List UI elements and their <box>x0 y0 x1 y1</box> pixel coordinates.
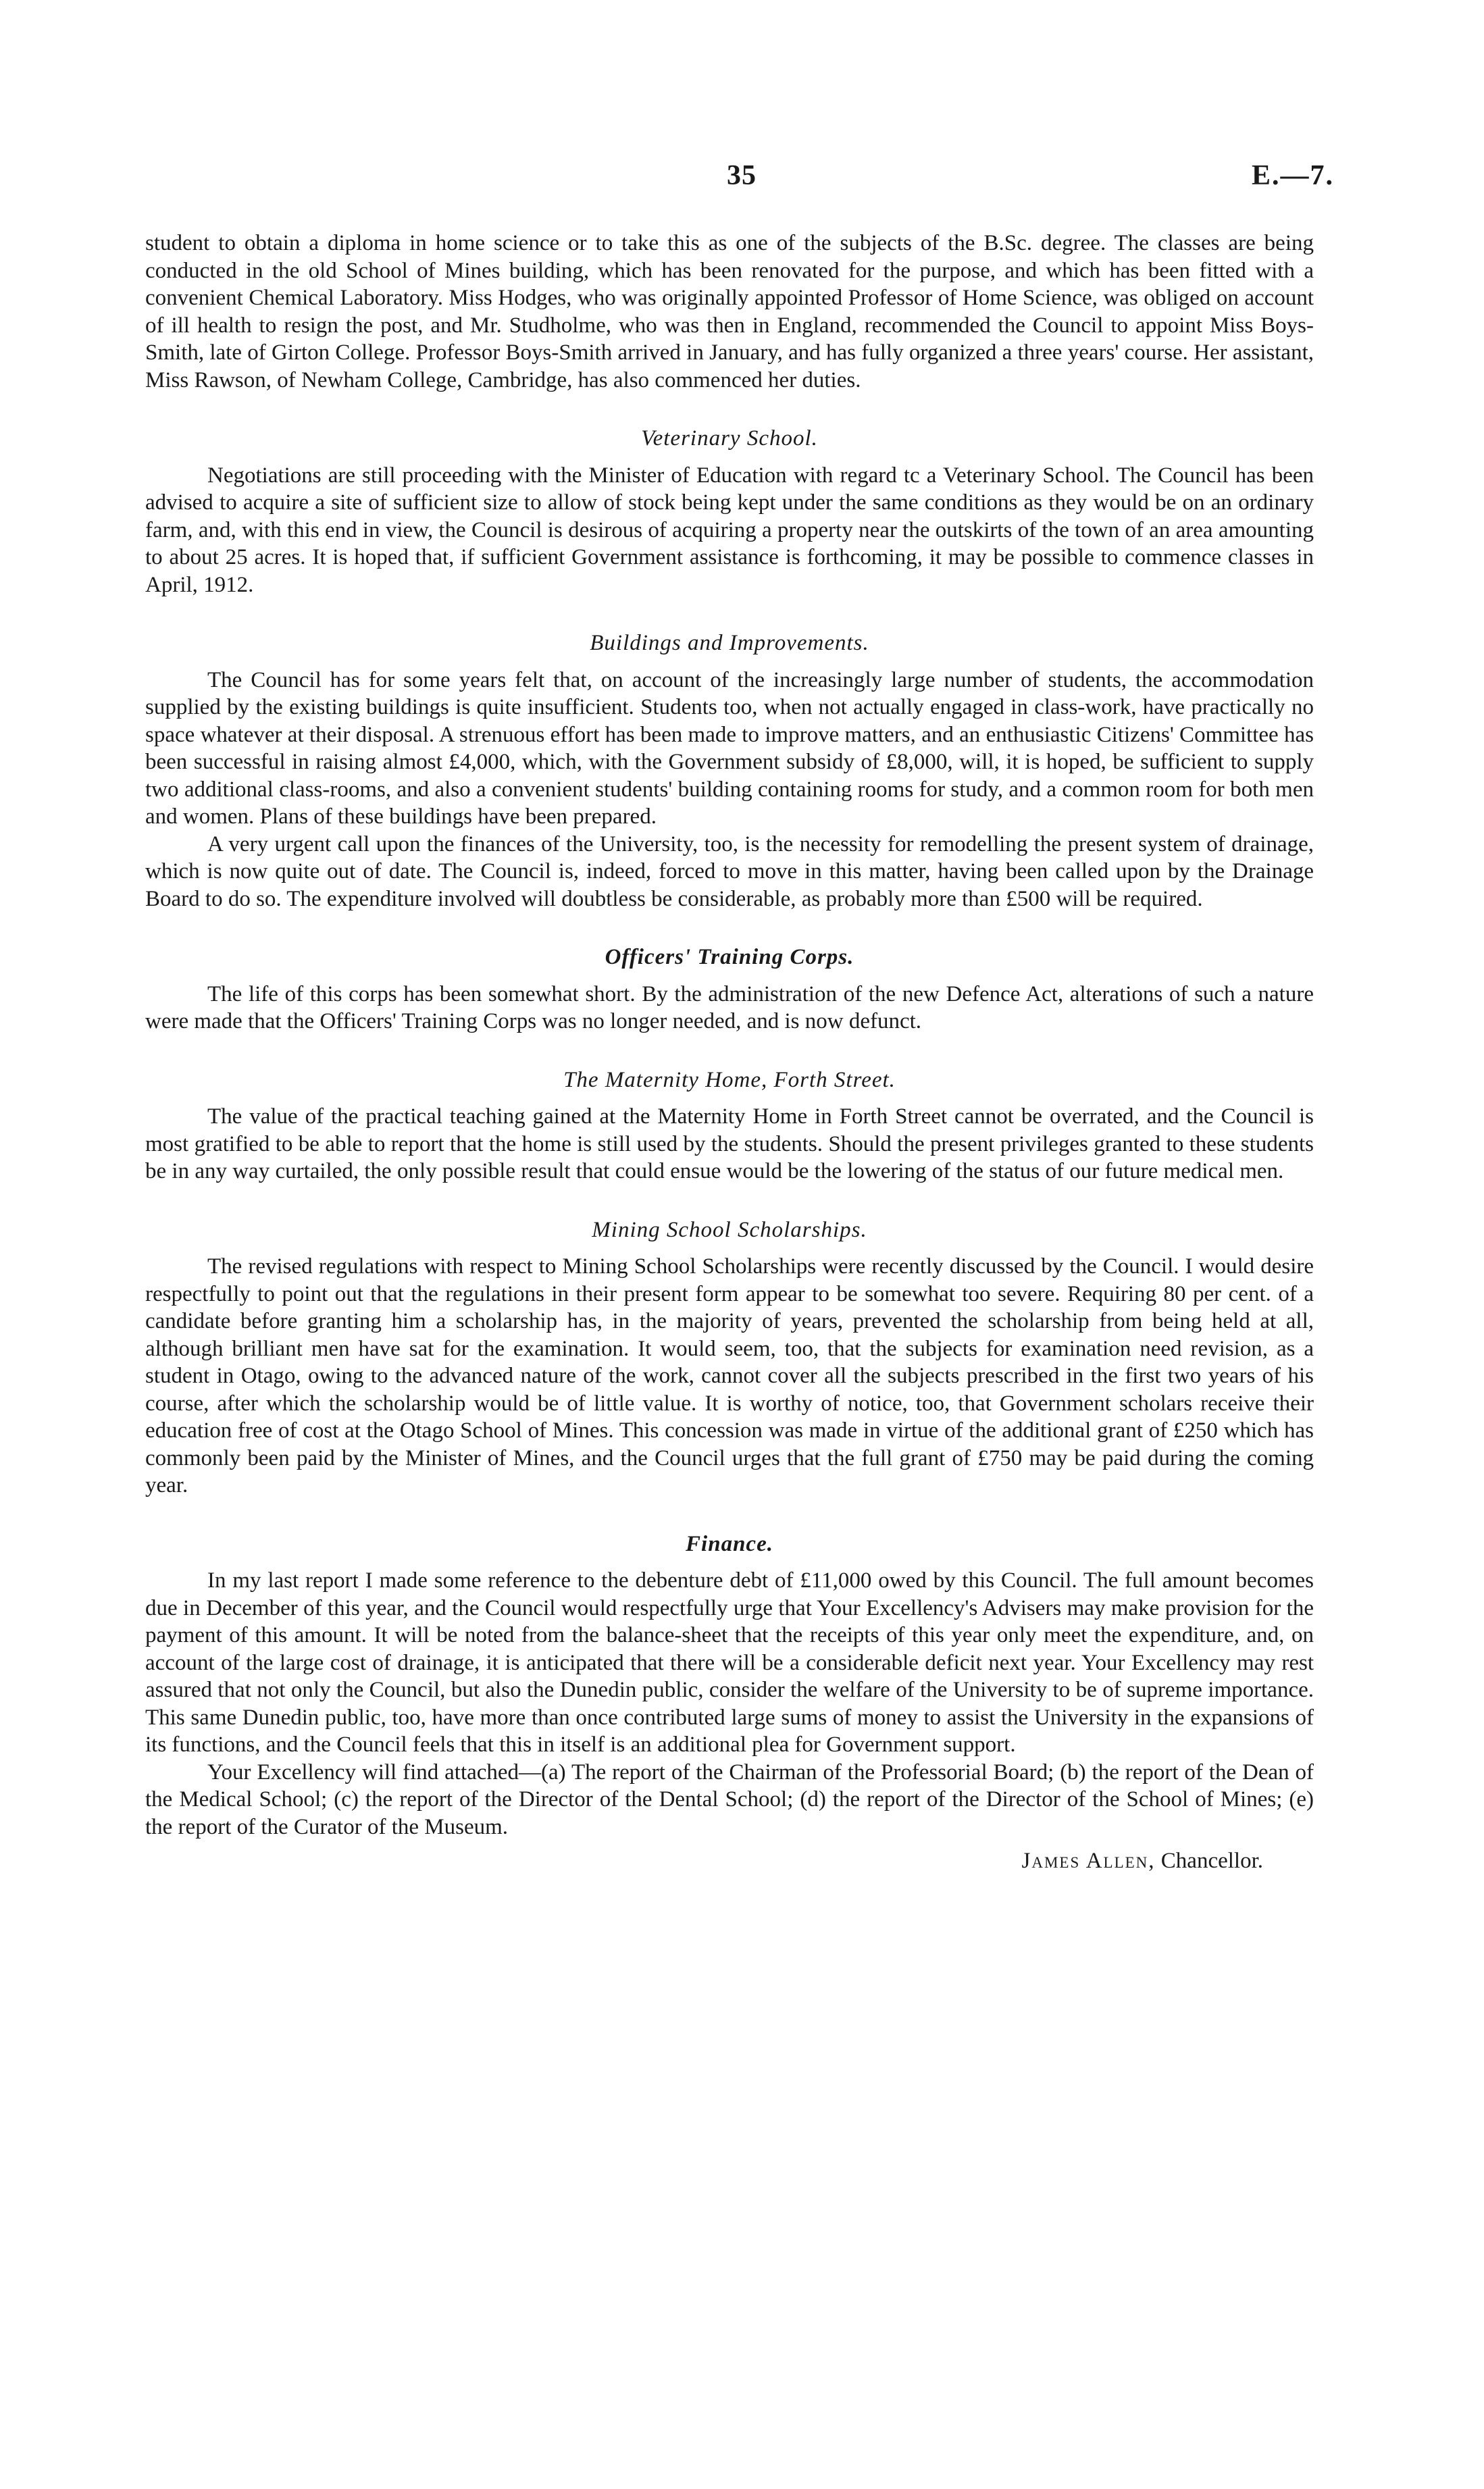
section-heading-finance: Finance. <box>686 1531 773 1556</box>
paragraph-buildings-1: The Council has for some years felt that, on account of the increasingly large number of students, the accommodation supplied by the existing buildings is quite insufficient. Students too, when not actually engaged in class-work, have practically no space whatever at their disposal. A strenuous effort has been made to improve matters, and an enthusiastic Citizens' Committee has been successful in raising almost £4,000, which, with the Government subsidy of £8,000, will, it is hoped, be sufficient to supply two additional class-rooms, and also a convenient students' building containing rooms for study, and a common room for both men and women. Plans of these buildings have been prepared. <box>145 667 1314 829</box>
section-heading-mining-scholarships: Mining School Scholarships. <box>592 1217 867 1242</box>
document-body <box>145 230 1314 1875</box>
signatory-title: Chancellor. <box>1160 1849 1263 1873</box>
section-heading-maternity-home: The Maternity Home, Forth Street. <box>563 1067 896 1092</box>
signatory-name: James Allen, <box>1021 1849 1156 1873</box>
paragraph-buildings-2: A very urgent call upon the finances of the University, too, is the necessity for remodelling the present system of drainage, which is now quite out of date. The Council is, indeed, forced to move in this matter, having been called upon by the Drainage Board to do so. The expenditure involved will doubtless be considerable, as probably more than £500 will be required. <box>145 831 1314 911</box>
page-number: 35 <box>727 160 757 191</box>
paragraph-finance-1: In my last report I made some reference to the debenture debt of £11,000 owed by this Council. The full amount becomes due in December of this year, and the Council would respectfully urge that Your Excellency's Advisers may make provision for the payment of this amount. It will be noted from the balance-sheet that the receipts of this year only meet the expenditure, and, on account of the large cost of drainage, it is anticipated that there will be a considerable deficit next year. Your Excellency may rest assured that not only the Council, but also the Dunedin public, consider the welfare of the University to be of supreme importance. This same Dunedin public, too, have more than once contributed large sums of money to assist the University in the expansions of its functions, and the Council feels that this in itself is an additional plea for Government support. <box>145 1568 1314 1757</box>
paragraph-veterinary-school: Negotiations are still proceeding with the Minister of Education with regard tc a Veterinary School. The Council has been advised to acquire a site of sufficient size to allow of stock being kept under the same conditions as they would be on an ordinary farm, and, with this end in view, the Council is desirous of acquiring a property near the outskirts of the town of an area amounting to about 25 acres. It is hoped that, if sufficient Government assistance is forthcoming, it may be possible to commence classes in April, 1912. <box>145 463 1314 597</box>
opening-paragraph: student to obtain a diploma in home science or to take this as one of the subjects of the B.Sc. degree. The classes are being conducted in the old School of Mines building, which has been renovated for the purpose, and which has been fitted with a convenient Chemical Laboratory. Miss Hodges, who was originally appointed Professor of Home Science, was obliged on account of ill health to resign the post, and Mr. Studholme, who was then in England, recommended the Council to appoint Miss Boys-Smith, late of Girton College. Professor Boys-Smith arrived in January, and has fully organized a three years' course. Her assistant, Miss Rawson, of Newham College, Cambridge, has also commenced her duties. <box>145 231 1314 392</box>
document-code: E.—7. <box>1251 160 1334 191</box>
paragraph-maternity-home: The value of the practical teaching gained at the Maternity Home in Forth Street cannot be overrated, and the Council is most gratified to be able to report that the home is still used by the students. Should the present privileges granted to these students be in any way curtailed, the only possible result that could ensue would be the lowering of the status of our future medical men. <box>145 1104 1314 1183</box>
signature <box>145 1847 1314 1875</box>
paragraph-mining-scholarships: The revised regulations with respect to Mining School Scholarships were recently discussed by the Council. I would desire respectfully to point out that the regulations in their present form appear to be somewhat too severe. Requiring 80 per cent. of a candidate before granting him a scholarship has, in the majority of years, prevented the scholarship from being held at all, although brilliant men have sat for the examination. It would seem, too, that the subjects for examination need revision, as a student in Otago, owing to the advanced nature of the work, cannot cover all the subjects prescribed in the first two years of his course, after which the scholarship would be of little value. It is worthy of notice, too, that Government scholars receive their education free of cost at the Otago School of Mines. This concession was made in virtue of the additional grant of £250 which has commonly been paid by the Minister of Mines, and the Council urges that the full grant of £750 may be paid during the coming year. <box>145 1254 1314 1497</box>
section-heading-officers-training-corps: Officers' Training Corps. <box>605 945 854 969</box>
section-heading-buildings-improvements: Buildings and Improvements. <box>590 631 869 655</box>
paragraph-finance-2: Your Excellency will find attached—(a) The report of the Chairman of the Professorial Board; (b) the report of the Dean of the Medical School; (c) the report of the Director of the Dental School; (d) the report of the Director of the School of Mines; (e) the report of the Curator of the Museum. <box>145 1760 1314 1839</box>
section-heading-veterinary-school: Veterinary School. <box>641 426 818 451</box>
paragraph-officers-training-corps: The life of this corps has been somewhat short. By the administration of the new Defence Act, alterations of such a nature were made that the Officers' Training Corps was no longer needed, and is now defunct. <box>145 981 1314 1033</box>
